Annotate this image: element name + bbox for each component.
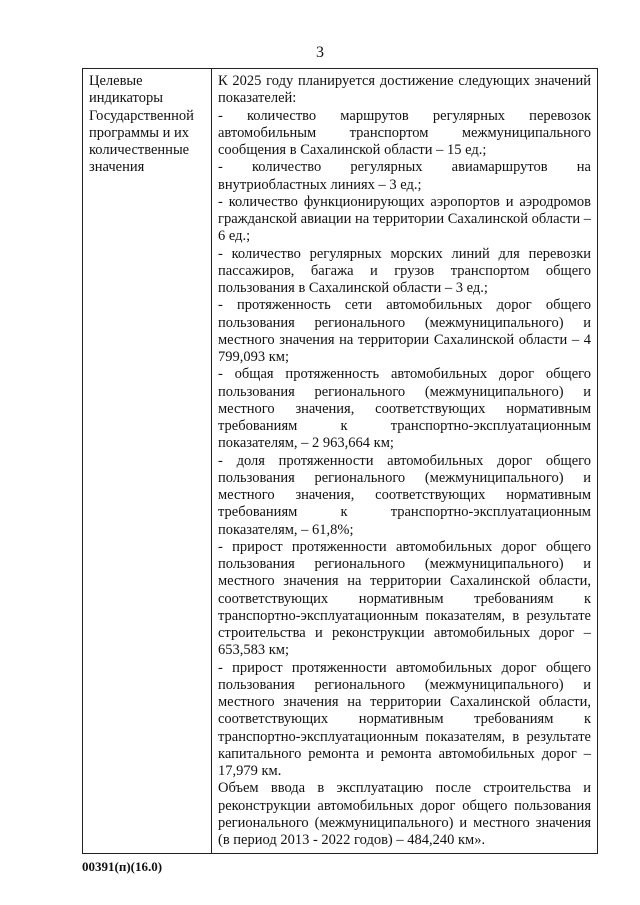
indicator-item: - количество функционирующих аэропортов и аэродромов гражданской авиации на территории Сахалинской области – 6 ед.; <box>218 193 591 245</box>
indicator-item: - количество регулярных авиамаршрутов на внутриобластных линиях – 3 ед.; <box>218 159 591 193</box>
program-passport-table <box>82 68 598 854</box>
document-code: 00391(п)(16.0) <box>82 859 163 874</box>
indicator-item: - доля протяженности автомобильных дорог общего пользования регионального (межмуниципального) и местного значения, соответствующих нормативным требованиям к транспортно-эксплуатационным показателям, – 61,8%; <box>218 452 591 538</box>
indicator-item: - протяженность сети автомобильных дорог общего пользования регионального (межмуниципального) и местного значения на территории Сахалинской области – 4 799,093 км; <box>218 297 591 365</box>
indicator-item: - общая протяженность автомобильных дорог общего пользования регионального (межмуниципального) и местного значения, соответствующих нормативным требованиям к транспортно-эксплуатационным показателям, – 2 963,664 км; <box>218 366 591 452</box>
intro-paragraph: К 2025 году планируется достижение следующих значений показателей: <box>218 73 591 107</box>
indicator-item: - прирост протяженности автомобильных дорог общего пользования регионального (межмуниципального) и местного значения на территории Сахалинской области, соответствующих нормативным требованиям к транспортно-эксплуатационным показателям, в результате строительства и реконструкции автомобильных дорог – 653,583 км; <box>218 538 591 659</box>
indicator-label: Целевые индикаторы Государственной программы и их количественные значения <box>89 73 194 176</box>
closing-paragraph: Объем ввода в эксплуатацию после строительства и реконструкции автомобильных дорог общего пользования регионального (межмуниципального) и местного значения (в период 2013 - 2022 годов) – 484,240 км». <box>218 780 591 848</box>
page-number: 3 <box>316 44 324 61</box>
indicator-item: - количество регулярных морских линий для перевозки пассажиров, багажа и грузов транспортом общего пользования в Сахалинской области – 3 ед.; <box>218 245 591 296</box>
indicator-item: - прирост протяженности автомобильных дорог общего пользования регионального (межмуниципального) и местного значения на территории Сахалинской области, соответствующих нормативным требованиям к транспортно-эксплуатационным показателям, в результате капитального ремонта и ремонта автомобильных дорог – 17,979 км. <box>218 659 591 779</box>
indicator-label-cell <box>83 69 212 854</box>
indicator-item: - количество маршрутов регулярных перевозок автомобильным транспортом межмуниципального сообщения в Сахалинской области – 15 ед.; <box>218 107 591 158</box>
indicator-values-cell <box>212 69 598 854</box>
table-row <box>83 69 598 854</box>
